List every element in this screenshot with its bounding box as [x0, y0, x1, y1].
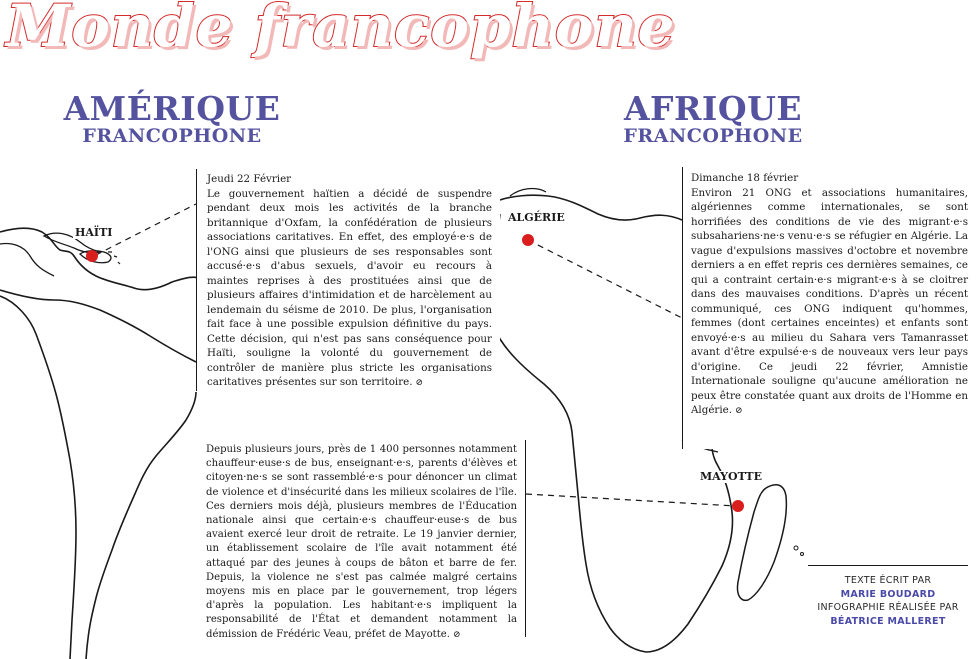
connector-mayotte	[526, 494, 736, 506]
article-text: Depuis plusieurs jours, près de 1 400 personnes notamment chauffeur·euse·s de bus, enseignant·e·s, parents d'élèves et citoyen·ne·s se sont rassemblé·e·s pour dénoncer un climat de violence et d'insécurité dans les milieux scolaires de l'île. Ces derniers mois déjà, plusieurs membres de l'Éducation nationale ainsi que certain·e·s chauffeur·euse·s de bus avaient exercé leur droit de retraite. Le 19 janvier dernier, un établissement scolaire de l'île avait notamment été attaqué par des jeunes à coups de bâton et barre de fer. Depuis, la violence ne s'est pas calmée malgré certains moyens mis en place par le gouvernement, trop légers d'après la population. Les habitant·e·s impliquent la responsabilité de l'État et demandent notamment la démission de Frédéric Veau, préfet de Mayotte.	[206, 444, 517, 640]
credit-author: MARIE BOUDARD	[840, 588, 936, 600]
article-text: Le gouvernement haïtien a décidé de suspendre pendant deux mois les activités de la branche britannique d'Oxfam, la confédération de plusieurs associations caritatives. En effet, des employé·e·s de l'ONG ainsi que plusieurs de ses responsables sont accusé·e·s d'abus sexuels, d'avoir eu recours à maintes reprises à des prostituées ainsi que de plusieurs affaires d'intimidation et de harcèlement au lendemain du séisme de 2010. De plus, l'organisation fait face à une possible expulsion définitive du pays. Cette décision, qui n'est pas sans conséquence pour Haïti, souligne la volonté du gouvernement de contrôler de manière plus stricte les organisations caritatives présentes sur son territoire.	[207, 187, 492, 388]
article-body	[207, 187, 492, 391]
region-sub-label: FRANCOPHONE	[82, 125, 262, 147]
article-mayotte	[196, 440, 526, 640]
south-america-coast	[0, 290, 196, 659]
marker-haiti	[86, 250, 98, 262]
region-main-label: AMÉRIQUE	[63, 89, 281, 128]
region-main-label: AFRIQUE	[623, 89, 803, 128]
marker-algerie	[522, 234, 534, 246]
article-text: Environ 21 ONG et associations humanitaires, algériennes comme internationales, se sont horrifiées des conditions de vie des migrant·e·s subsahariens·ne·s venu·e·s se réfugier en Algérie. La vague d'expulsions massives d'octobre et novembre derniers a en effet repris ces dernières semaines, ce qui a contraint certain·e·s migrant·e·s à se cloitrer dans des mauvaises conditions. D'après un récent communiqué, ces ONG indiquent qu'hommes, femmes (dont certaines enceintes) et enfants sont envoyé·e·s au milieu du Sahara vers Tamanrasset avant d'être expulsé·e·s de nouveaux vers leur pays d'origine. Ce jeudi 22 février, Amnistie Internationale souligne qu'aucune amélioration ne peux être constatée quant aux droits de l'Homme en Algérie.	[691, 186, 968, 416]
place-label-haiti: HAÏTI	[75, 226, 113, 239]
prohibited-sign-icon: ⊘	[735, 406, 743, 416]
article-body	[691, 186, 968, 419]
connector-algerie	[528, 240, 682, 318]
credit-designer: BÉATRICE MALLERET	[830, 615, 946, 627]
prohibited-sign-icon: ⊘	[452, 629, 461, 640]
credits	[808, 565, 968, 628]
article-algerie	[682, 167, 974, 449]
place-label-algerie: ALGÉRIE	[508, 211, 565, 224]
article-date: Dimanche 18 février	[691, 172, 799, 184]
credit-role-design: INFOGRAPHIE RÉALISÉE PAR	[817, 602, 959, 613]
madagascar-island	[737, 485, 786, 601]
article-haiti	[196, 169, 500, 391]
article-date: Jeudi 22 Février	[207, 173, 292, 185]
prohibited-sign-icon: ⊘	[415, 378, 424, 388]
region-title-africa	[608, 89, 818, 147]
credit-role-text: TEXTE ÉCRIT PAR	[844, 575, 932, 586]
article-body	[206, 443, 517, 642]
region-sub-label: FRANCOPHONE	[623, 125, 803, 147]
region-title-americas	[52, 89, 292, 147]
marker-mayotte	[732, 500, 744, 512]
page-title: Monde francophone	[6, 0, 676, 60]
place-label-mayotte: MAYOTTE	[700, 470, 762, 483]
